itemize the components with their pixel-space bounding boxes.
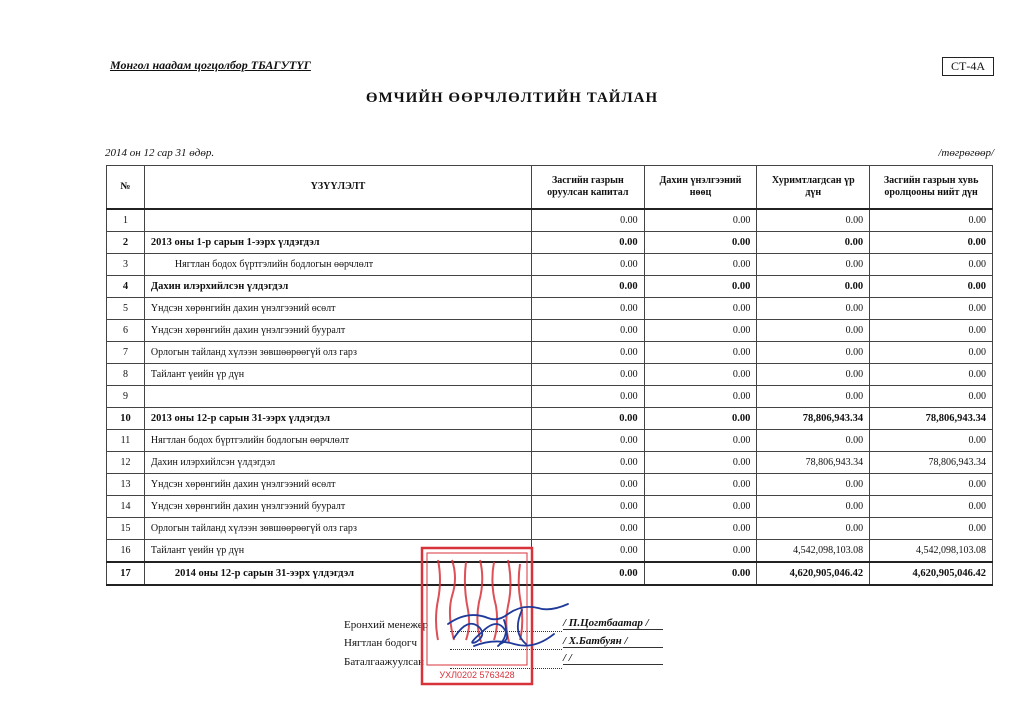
table-row [107, 408, 993, 430]
row-revaluation-cell: 0.00 [644, 209, 757, 232]
row-total-cell: 78,806,943.34 [870, 408, 993, 430]
row-revaluation-cell: 0.00 [644, 320, 757, 342]
row-capital-cell: 0.00 [532, 386, 645, 408]
table-row [107, 452, 993, 474]
table-row [107, 298, 993, 320]
table-row [107, 562, 993, 585]
form-code: СТ-4А [942, 57, 994, 76]
row-total-cell: 0.00 [870, 386, 993, 408]
row-total-cell: 0.00 [870, 496, 993, 518]
row-capital-cell: 0.00 [532, 364, 645, 386]
row-total-cell: 0.00 [870, 320, 993, 342]
row-number-cell: 9 [107, 386, 145, 408]
row-revaluation-cell: 0.00 [644, 452, 757, 474]
row-total-cell: 0.00 [870, 298, 993, 320]
equity-changes-table [106, 165, 993, 586]
row-indicator-cell: Үндсэн хөрөнгийн дахин үнэлгээний өсөлт [144, 474, 531, 496]
row-revaluation-cell: 0.00 [644, 562, 757, 585]
row-indicator-cell: Дахин илэрхийлсэн үлдэгдэл [144, 276, 531, 298]
row-revaluation-cell: 0.00 [644, 276, 757, 298]
row-capital-cell: 0.00 [532, 452, 645, 474]
table-row [107, 209, 993, 232]
row-revaluation-cell: 0.00 [644, 364, 757, 386]
row-revaluation-cell: 0.00 [644, 518, 757, 540]
row-total-cell: 4,620,905,046.42 [870, 562, 993, 585]
table-row [107, 276, 993, 298]
row-revaluation-cell: 0.00 [644, 408, 757, 430]
row-revaluation-cell: 0.00 [644, 474, 757, 496]
row-retained-cell: 0.00 [757, 276, 870, 298]
row-total-cell: 0.00 [870, 342, 993, 364]
row-number-cell: 13 [107, 474, 145, 496]
row-indicator-cell: Үндсэн хөрөнгийн дахин үнэлгээний өсөлт [144, 298, 531, 320]
col-header-revaluation: Дахин үнэлгээний нөөц [644, 166, 757, 210]
table-row [107, 342, 993, 364]
stamp-number: УХЛ0202 5763428 [439, 670, 515, 680]
row-capital-cell: 0.00 [532, 430, 645, 452]
table-row [107, 232, 993, 254]
row-revaluation-cell: 0.00 [644, 254, 757, 276]
row-revaluation-cell: 0.00 [644, 430, 757, 452]
row-indicator-cell: Орлогын тайланд хүлээн зөвшөөрөөгүй олз гарз [144, 342, 531, 364]
row-number-cell: 6 [107, 320, 145, 342]
row-number-cell: 16 [107, 540, 145, 563]
signature-role-manager: Еронхий менежер [344, 619, 429, 631]
row-number-cell: 15 [107, 518, 145, 540]
row-indicator-cell: Тайлант үеийн үр дүн [144, 540, 531, 563]
row-retained-cell: 0.00 [757, 474, 870, 496]
row-number-cell: 1 [107, 209, 145, 232]
row-indicator-cell: 2014 оны 12-р сарын 31-ээрх үлдэгдэл [144, 562, 531, 585]
row-retained-cell: 0.00 [757, 342, 870, 364]
row-capital-cell: 0.00 [532, 474, 645, 496]
row-number-cell: 5 [107, 298, 145, 320]
row-total-cell: 0.00 [870, 364, 993, 386]
row-retained-cell: 4,542,098,103.08 [757, 540, 870, 563]
signature-name-accountant: / Х.Батбуян / [563, 635, 663, 648]
table-row [107, 364, 993, 386]
col-header-capital: Засгийн газрын оруулсан капитал [532, 166, 645, 210]
row-indicator-cell: Нягтлан бодох бүртгэлийн бодлогын өөрчлөлт [144, 254, 531, 276]
row-indicator-cell: Нягтлан бодох бүртгэлийн бодлогын өөрчлөлт [144, 430, 531, 452]
row-retained-cell: 0.00 [757, 320, 870, 342]
row-total-cell: 78,806,943.34 [870, 452, 993, 474]
row-indicator-cell: Дахин илэрхийлсэн үлдэгдэл [144, 452, 531, 474]
signature-name-verifier: / / [563, 652, 663, 665]
row-retained-cell: 4,620,905,046.42 [757, 562, 870, 585]
row-capital-cell: 0.00 [532, 496, 645, 518]
row-number-cell: 12 [107, 452, 145, 474]
col-header-retained: Хуримтлагдсан үр дүн [757, 166, 870, 210]
row-number-cell: 10 [107, 408, 145, 430]
row-retained-cell: 0.00 [757, 232, 870, 254]
row-retained-cell: 0.00 [757, 298, 870, 320]
row-capital-cell: 0.00 [532, 540, 645, 563]
row-indicator-cell: Үндсэн хөрөнгийн дахин үнэлгээний бууралт [144, 320, 531, 342]
row-retained-cell: 78,806,943.34 [757, 408, 870, 430]
row-indicator-cell: Үндсэн хөрөнгийн дахин үнэлгээний бууралт [144, 496, 531, 518]
row-indicator-cell: Орлогын тайланд хүлээн зөвшөөрөөгүй олз гарз [144, 518, 531, 540]
row-number-cell: 4 [107, 276, 145, 298]
row-retained-cell: 0.00 [757, 254, 870, 276]
row-total-cell: 0.00 [870, 276, 993, 298]
signature-role-accountant: Нягтлан бодогч [344, 637, 417, 649]
row-number-cell: 11 [107, 430, 145, 452]
row-indicator-cell [144, 209, 531, 232]
row-number-cell: 17 [107, 562, 145, 585]
row-retained-cell: 0.00 [757, 386, 870, 408]
row-indicator-cell: 2013 оны 12-р сарын 31-ээрх үлдэгдэл [144, 408, 531, 430]
row-total-cell: 0.00 [870, 430, 993, 452]
table-row [107, 496, 993, 518]
row-capital-cell: 0.00 [532, 298, 645, 320]
row-number-cell: 14 [107, 496, 145, 518]
row-revaluation-cell: 0.00 [644, 386, 757, 408]
col-header-indicator: ҮЗҮҮЛЭЛТ [144, 166, 531, 210]
handwritten-signature [444, 602, 574, 662]
row-capital-cell: 0.00 [532, 342, 645, 364]
table-row [107, 386, 993, 408]
row-capital-cell: 0.00 [532, 562, 645, 585]
signature-name-manager: / П.Цогтбаатар / [563, 617, 663, 630]
signature-role-verifier: Баталгаажуулсан [344, 656, 424, 668]
row-total-cell: 4,542,098,103.08 [870, 540, 993, 563]
row-capital-cell: 0.00 [532, 408, 645, 430]
row-number-cell: 7 [107, 342, 145, 364]
row-revaluation-cell: 0.00 [644, 342, 757, 364]
table-header-row [107, 166, 993, 210]
row-revaluation-cell: 0.00 [644, 540, 757, 563]
row-retained-cell: 0.00 [757, 518, 870, 540]
table-row [107, 518, 993, 540]
table-row [107, 320, 993, 342]
row-number-cell: 8 [107, 364, 145, 386]
row-revaluation-cell: 0.00 [644, 298, 757, 320]
row-total-cell: 0.00 [870, 254, 993, 276]
row-capital-cell: 0.00 [532, 232, 645, 254]
row-retained-cell: 0.00 [757, 364, 870, 386]
row-number-cell: 3 [107, 254, 145, 276]
row-number-cell: 2 [107, 232, 145, 254]
col-header-no: № [107, 166, 145, 210]
table-row [107, 254, 993, 276]
row-total-cell: 0.00 [870, 518, 993, 540]
row-capital-cell: 0.00 [532, 254, 645, 276]
row-total-cell: 0.00 [870, 474, 993, 496]
row-retained-cell: 78,806,943.34 [757, 452, 870, 474]
row-indicator-cell: 2013 оны 1-р сарын 1-ээрх үлдэгдэл [144, 232, 531, 254]
row-capital-cell: 0.00 [532, 209, 645, 232]
row-total-cell: 0.00 [870, 232, 993, 254]
table-row [107, 474, 993, 496]
row-capital-cell: 0.00 [532, 276, 645, 298]
row-retained-cell: 0.00 [757, 496, 870, 518]
row-revaluation-cell: 0.00 [644, 232, 757, 254]
row-capital-cell: 0.00 [532, 518, 645, 540]
table-row [107, 540, 993, 563]
row-capital-cell: 0.00 [532, 320, 645, 342]
row-retained-cell: 0.00 [757, 430, 870, 452]
report-title: ӨМЧИЙН ӨӨРЧЛӨЛТИЙН ТАЙЛАН [365, 90, 659, 106]
row-total-cell: 0.00 [870, 209, 993, 232]
organization-name: Монгол наадам цогцолбор ТБАГУТҮГ [110, 58, 311, 72]
row-indicator-cell: Тайлант үеийн үр дүн [144, 364, 531, 386]
currency-unit: /төгрөгөөр/ [938, 147, 994, 159]
row-revaluation-cell: 0.00 [644, 496, 757, 518]
col-header-total: Засгийн газрын хувь оролцооны нийт дүн [870, 166, 993, 210]
table-row [107, 430, 993, 452]
table-body [107, 209, 993, 585]
row-retained-cell: 0.00 [757, 209, 870, 232]
row-indicator-cell [144, 386, 531, 408]
report-date: 2014 он 12 сар 31 өдөр. [105, 147, 215, 159]
